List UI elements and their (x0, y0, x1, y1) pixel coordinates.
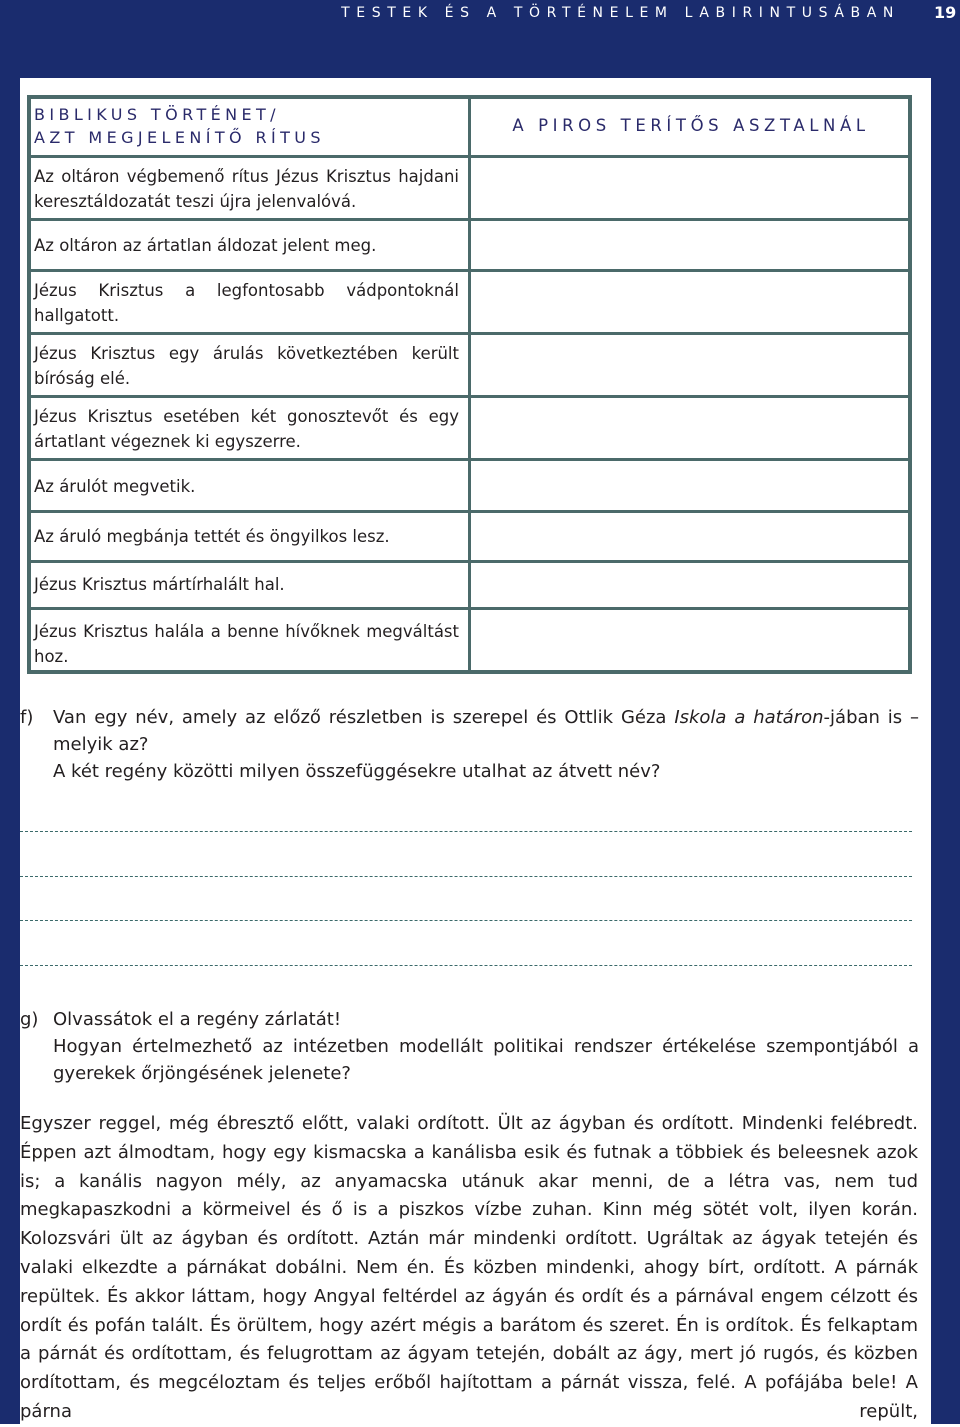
table-row-divider (27, 218, 470, 221)
table-cell: Az árulót megvetik. (34, 477, 196, 496)
answer-line[interactable] (20, 831, 912, 832)
answer-line[interactable] (20, 920, 912, 921)
table-cell: Az áruló megbánja tettét és öngyilkos lesz. (34, 527, 390, 546)
table-row-divider (468, 269, 912, 272)
table-cell: Jézus Krisztus esetében két gonosztevőt és egy ártatlant végeznek ki egyszerre. (34, 407, 459, 451)
table-row-divider (468, 332, 912, 335)
table-row-divider (468, 510, 912, 513)
table-row-divider (27, 395, 470, 398)
right-margin-bar (931, 0, 960, 1424)
answer-line[interactable] (20, 876, 912, 877)
table-column-divider (468, 95, 471, 674)
table-row-divider (468, 395, 912, 398)
table-row-divider (27, 269, 470, 272)
table-row-divider (468, 218, 912, 221)
question-text: Olvassátok el a regény zárlatát! Hogyan értelmezhető az intézetben modellált politikai rendszer értékelése szempontjából a gyerekek őrjöngésének jelenete? (53, 1009, 919, 1084)
left-margin-bar (0, 0, 20, 1424)
question-text: Van egy név, amely az előző részletben is szerepel és Ottlik Géza Iskola a határon-jában is – melyik az? A két regény közötti milyen összefüggésekre utalhat az átvett név? (53, 707, 920, 782)
table-row-divider (27, 155, 470, 158)
table-cell: Az oltáron az ártatlan áldozat jelent meg. (34, 236, 377, 255)
table-row-divider (468, 155, 912, 158)
novel-excerpt: Egyszer reggel, még ébresztő előtt, valaki ordított. Ült az ágyban és ordított. Mindenki felébredt. Éppen azt álmodtam, hogy egy kismacska a kanálisba esik és futnak a többiek és beleesnek azok is; a kanális nagyon mély, az anyamacska utánuk akar menni, de a létra vas, nem tud megkapaszkodni a körmeivel és ő is a piszkos vízbe zuhan. Kinn még sötét volt, ilyen korán. Kolozsvári ült az ágyban és ordított. Aztán már mindenki ordított. Ugráltak az ágyak tetején és valaki elkezdte a párnákat dobálni. Nem én. És közben mindenki, ahogy bírt, ordított. A párnák repültek. És akkor láttam, hogy Angyal feltérdel az ágyán és ordít és a párnával engem célzott és ordít és pofán talált. És örültem, hogy azért mégis a barátom és szeret. Én is ordítok. És felkaptam a párnát és ordítottam, és felugrottam az ágyam tetején, dobált az ágy, mert jó rugós, és közben ordítottam, és megcéloztam és teljes erőből hajítottam a párnát vissza, felé. A pofájába bele! A párna repült, (20, 1113, 918, 1422)
right-column-heading: A PIROS TERÍTŐS ASZTALNÁL (512, 116, 870, 135)
left-column-heading-line1: BIBLIKUS TÖRTÉNET/ (34, 105, 280, 124)
page-number: 19 (934, 3, 957, 22)
table-cell: Jézus Krisztus halála a benne hívőknek megváltást hoz. (34, 622, 459, 666)
table-row-divider (27, 607, 470, 610)
table-cell: Jézus Krisztus egy árulás következtében került bíróság elé. (34, 344, 459, 388)
running-header: TESTEK ÉS A TÖRTÉNELEM LABIRINTUSÁBAN (341, 5, 900, 21)
question-label: g) (20, 1009, 39, 1030)
table-row-divider (27, 332, 470, 335)
table-row-divider (468, 458, 912, 461)
table-cell: Az oltáron végbemenő rítus Jézus Krisztus hajdani keresztáldozatát teszi újra jelenvalóvá. (34, 167, 459, 211)
table-row-divider (27, 458, 470, 461)
table-cell: Jézus Krisztus a legfontosabb vádpontoknál hallgatott. (34, 281, 459, 325)
left-column-heading-line2: AZT MEGJELENÍTŐ RÍTUS (34, 128, 325, 147)
table-row-divider (27, 560, 470, 563)
question-label: f) (20, 707, 34, 728)
table-row-divider (468, 560, 912, 563)
table-cell: Jézus Krisztus mártírhalált hal. (34, 575, 285, 594)
answer-line[interactable] (20, 965, 912, 966)
table-row-divider (468, 607, 912, 610)
table-row-divider (27, 510, 470, 513)
